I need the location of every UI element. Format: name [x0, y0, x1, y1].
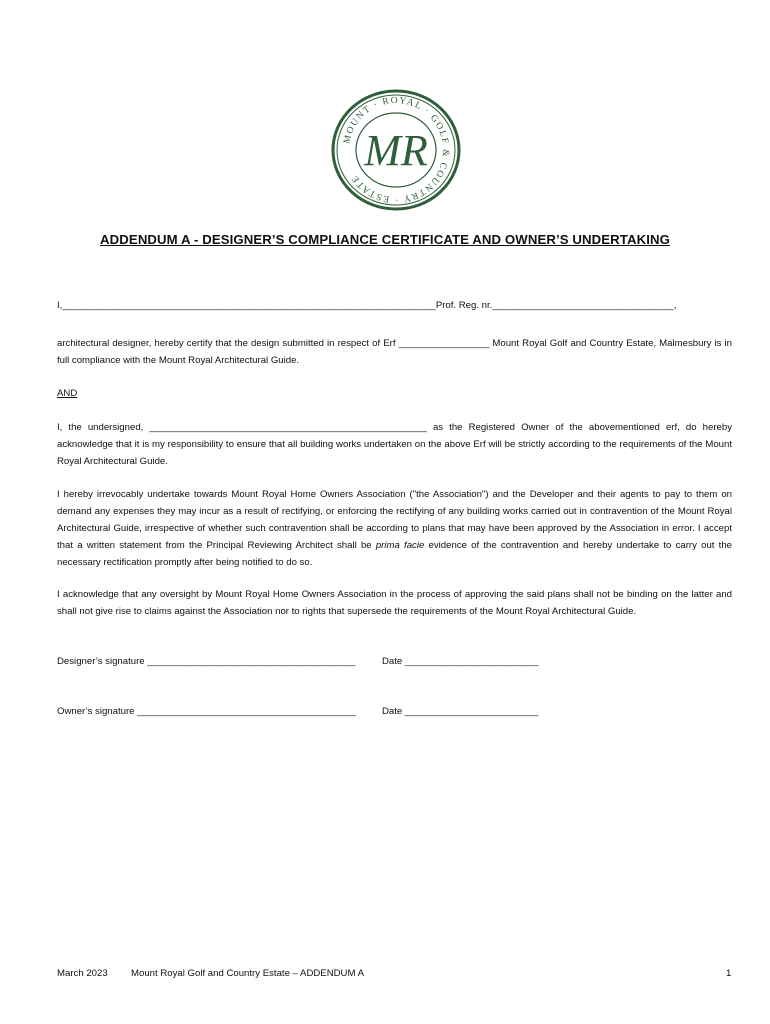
owner-date-line: Date _________________________: [382, 706, 539, 717]
owner-signature-line: Owner’s signature _________________________________________: [57, 706, 356, 717]
undertaking-paragraph: [57, 486, 732, 571]
logo-monogram: MR: [364, 126, 428, 175]
footer-page-number: 1: [726, 968, 732, 979]
oversight-paragraph: I acknowledge that any oversight by Mount Royal Home Owners Association in the process of approving the said plans shall not be binding on the latter and shall not give rise to claims against the Association nor to rights that supersede the requirements of the Mount Royal Architectural Guide.: [57, 589, 732, 617]
and-heading: AND: [57, 388, 78, 399]
undertaking-text-a: I hereby irrevocably undertake towards Mount Royal Home Owners Association ("the Association") and the Developer and their agents to pay to them on demand any expenses they may incur as a result of rectifying, or enforcing the rectifying of any building works carried out in contravention of the Mount Royal Architectural Guide, irrespective of whether such contravention shall be according to plans that may have been approved by the Association in error. I accept that a written statement from the Principal Reviewing Architect shall be: [57, 489, 732, 551]
logo-ring-text: MOUNT · ROYAL · GOLF & COUNTRY · ESTATE: [342, 95, 451, 205]
designer-date-line: Date _________________________: [382, 656, 539, 667]
footer-document-name: Mount Royal Golf and Country Estate – ADDENDUM A: [131, 968, 365, 979]
owner-acknowledgement-paragraph: I, the undersigned, ____________________________________________________ as the Registered Owner of the abovementioned erf, do hereby acknowledge that it is my responsibility to ensure that all building works undertaken on the above Erf will be strictly according to the requirements of the Mount Royal Architectural Guide.: [57, 422, 732, 467]
undertaking-text-b: evidence of the contravention and hereby undertake to carry out the necessary rectification promptly after being notified to do so.: [57, 540, 733, 568]
mount-royal-logo: [331, 89, 461, 211]
designer-certification-paragraph: architectural designer, hereby certify that the design submitted in respect of Erf _________________ Mount Royal Golf and Country Estate, Malmesbury is in full compliance with the Mount Royal Architectural Guide.: [57, 338, 732, 366]
designer-signature-line: Designer’s signature _______________________________________: [57, 656, 356, 667]
undertaking-emphasis: prima facie: [375, 540, 425, 551]
designer-name-line: I,______________________________________________________________________Prof. Reg. nr.__________________________________,: [57, 300, 677, 311]
footer-date: March 2023: [57, 968, 108, 979]
document-title: ADDENDUM A - DESIGNER’S COMPLIANCE CERTIFICATE AND OWNER’S UNDERTAKING: [100, 232, 670, 247]
